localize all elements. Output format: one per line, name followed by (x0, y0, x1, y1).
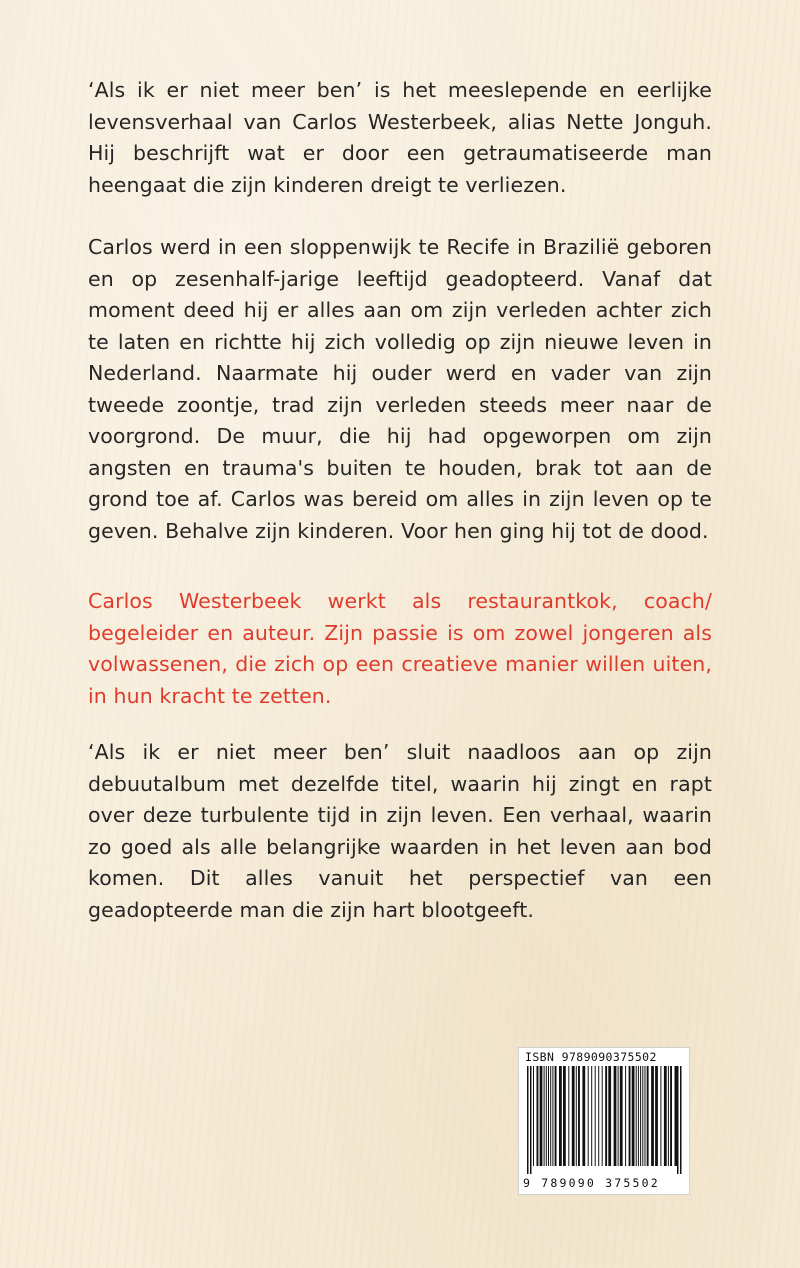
barcode-bar (582, 1066, 585, 1166)
barcode-bar (664, 1066, 667, 1166)
barcode-bar (632, 1066, 635, 1166)
isbn-label: ISBN 9789090375502 (525, 1050, 657, 1064)
barcode-bar (647, 1066, 649, 1166)
barcode-bar (563, 1066, 566, 1166)
barcode-bar (668, 1066, 669, 1166)
barcode-bar (548, 1066, 549, 1166)
barcode-bar (568, 1066, 569, 1166)
barcode-bar (638, 1066, 639, 1166)
barcode-bar (598, 1066, 599, 1166)
barcode-bar (588, 1066, 589, 1166)
barcode-bar (550, 1066, 551, 1166)
barcode-bar (578, 1066, 580, 1166)
barcode-bar (640, 1066, 641, 1166)
barcode-bar (576, 1066, 577, 1166)
album-paragraph: ‘Als ik er niet meer ben’ sluit naadloos aan op zijn debuutalbum met dezelfde titel, waarin hij zingt en rapt over deze turbulente tijd in zijn leven. Een verhaal, waarin zo goed als alle belangrijke waarden in het leven aan bod komen. Dit alles vanuit het perspectief van een geadopteerde man die zijn hart blootgeeft. (88, 740, 712, 922)
barcode-bar (530, 1066, 532, 1174)
barcode-bar (602, 1066, 603, 1166)
barcode-bar (605, 1066, 607, 1166)
barcode-bar (544, 1066, 545, 1166)
barcode-bar (618, 1066, 619, 1166)
barcode-bar (677, 1066, 679, 1174)
barcode-bar (591, 1066, 592, 1166)
barcode-bar (620, 1066, 623, 1166)
barcode-bar (629, 1066, 631, 1166)
barcode-bar (645, 1066, 646, 1166)
barcode-bar (555, 1066, 557, 1166)
barcode-bar (614, 1066, 617, 1166)
barcode-bar (608, 1066, 611, 1166)
barcode-bar (660, 1066, 661, 1166)
barcode-bar (636, 1066, 637, 1166)
isbn-barcode (518, 1047, 690, 1195)
barcode-bar (546, 1066, 547, 1166)
barcode-bar (572, 1066, 575, 1166)
background-paragraph: Carlos werd in een sloppenwijk te Recife in Brazilië geboren en op zesenhalf-jarige leeftijd geadopteerd. Vanaf dat moment deed hij er alles aan om zijn verleden achter zich te laten en richtte hij zich volledig op zijn nieuwe leven in Nederland. Naarmate hij ouder werd en vader van zijn tweede zoontje, trad zijn verleden steeds meer naar de voorgrond. De muur, die hij had opgeworpen om zijn angsten en trauma's buiten te houden, brak tot aan de grond toe af. Carlos was bereid om alles in zijn leven op te geven. Behalve zijn kinderen. Voor hen ging hij tot de dood. (88, 235, 712, 543)
barcode-bar (552, 1066, 553, 1166)
barcode-bar (527, 1066, 529, 1174)
barcode-bar (670, 1066, 672, 1166)
barcode-bar (680, 1066, 682, 1174)
barcode-bar (642, 1066, 643, 1166)
barcode-bar (675, 1066, 678, 1166)
barcode-bar (625, 1066, 626, 1166)
barcode-bar (533, 1066, 534, 1166)
barcode-bar (651, 1066, 654, 1166)
barcode-bar (537, 1066, 539, 1166)
author-bio-paragraph: Carlos Westerbeek werkt als restaurantkok, coach/ begeleider en auteur. Zijn passie is om zowel jongeren als volwassenen, die zich op een creatieve manier willen uiten, in hun kracht te zetten. (88, 589, 712, 708)
barcode-digits: 9 789090 375502 (523, 1176, 660, 1190)
barcode-bar (540, 1066, 543, 1166)
barcode-bar (595, 1066, 596, 1166)
barcode-bar (559, 1066, 562, 1166)
barcode-bars (527, 1066, 683, 1174)
synopsis-paragraph: ‘Als ik er niet meer ben’ is het meeslepende en eerlijke levensverhaal van Carlos Westerbeek, alias Nette Jonguh. Hij beschrijft wat er door een getraumatiseerde man heengaat die zijn kinderen dreigt te verliezen. (88, 78, 712, 197)
barcode-bar (655, 1066, 658, 1166)
